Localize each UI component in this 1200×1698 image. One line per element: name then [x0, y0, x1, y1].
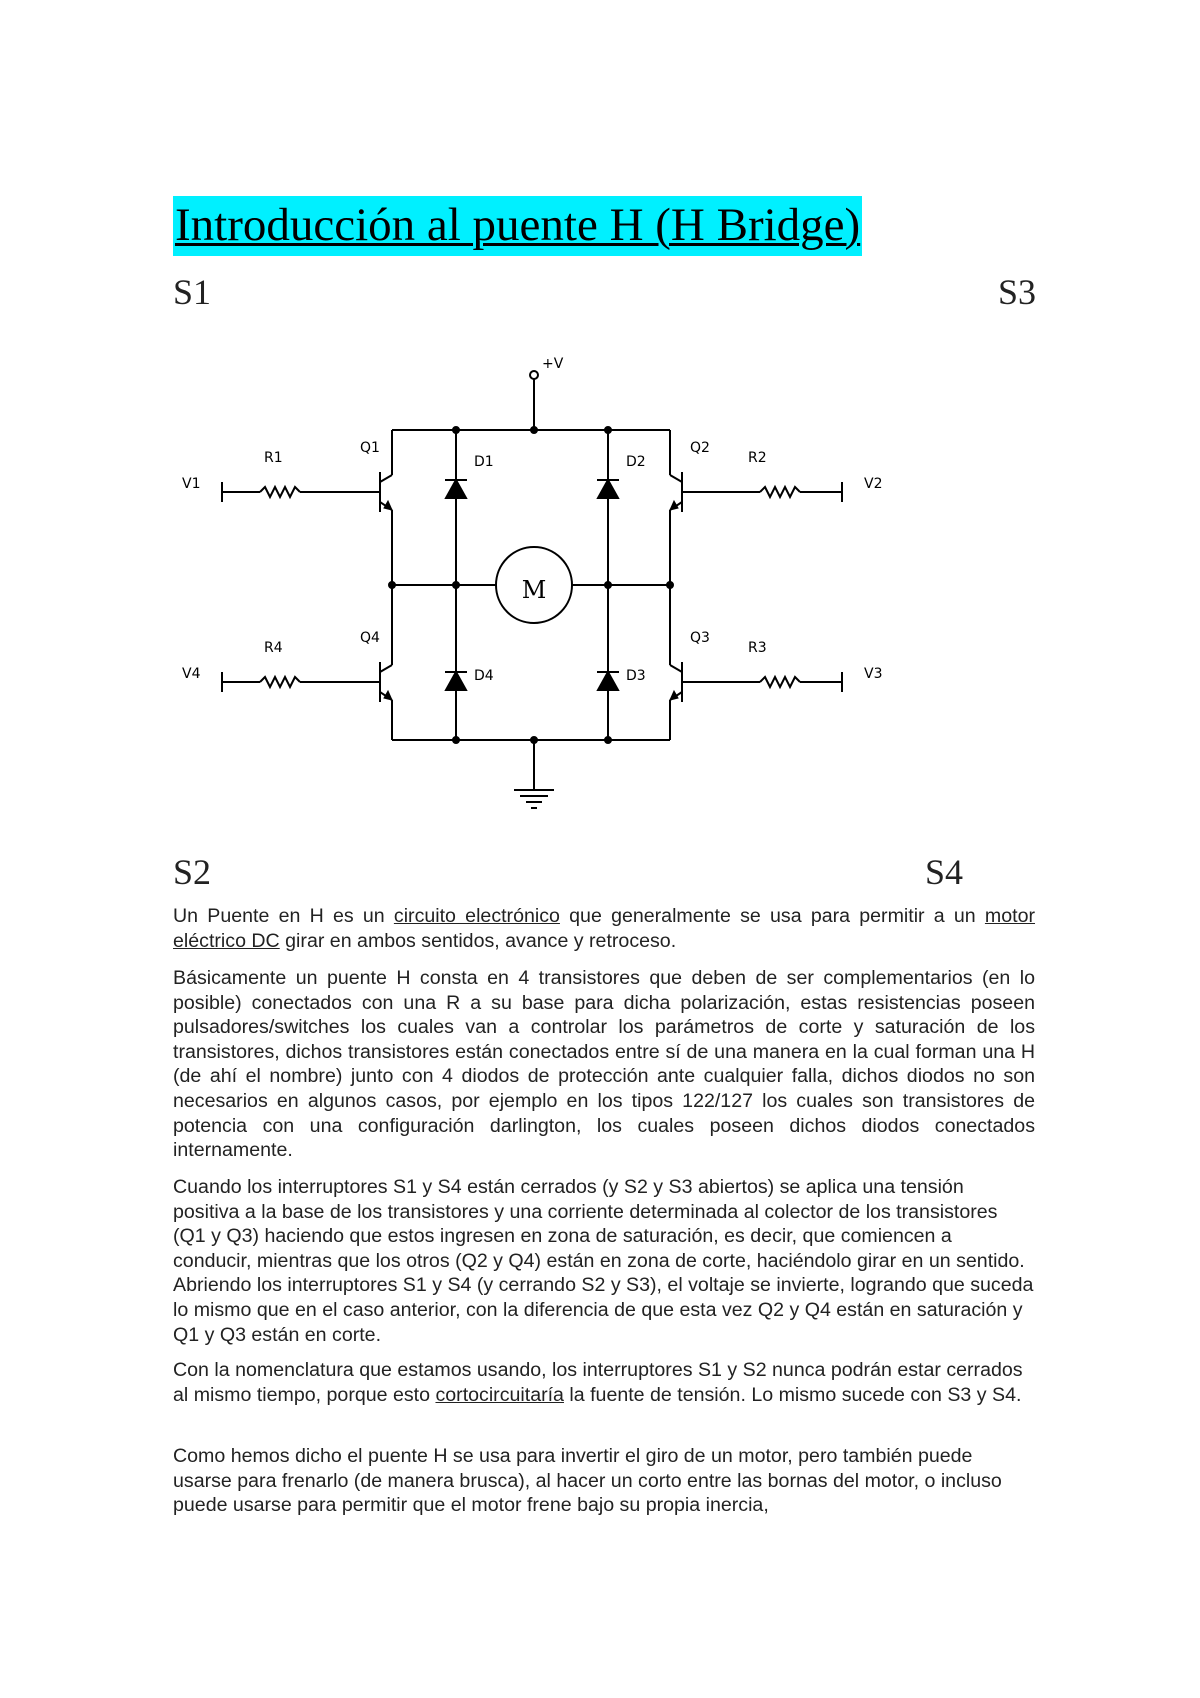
- label-d2: D2: [626, 454, 646, 470]
- paragraph-nomenclature: Con la nomenclatura que estamos usando, los interruptores S1 y S2 nunca podrán estar cerrados al mismo tiempo, porque esto cortocircuitaría la fuente de tensión. Lo mismo sucede con S3 y S4.: [173, 1359, 1023, 1406]
- diode-d1: [446, 480, 466, 498]
- diode-d2: [598, 480, 618, 498]
- paragraph-intro: Un Puente en H es un circuito electrónico que generalmente se usa para permitir a un motor eléctrico DC girar en ambos sentidos, avance y retroceso.: [173, 905, 1036, 952]
- supply-terminal: [530, 371, 538, 379]
- label-r3: R3: [748, 640, 767, 656]
- switch-label-s2: S2: [173, 852, 212, 892]
- paragraph-description: Básicamente un puente H consta en 4 transistores que deben de ser complementarios (en lo posible) conectados con una R a su base para dicha polarización, estas resistencias poseen pulsadores/switches los cuales van a controlar los parámetros de corte y saturación de los transistores, dichos transistores están conectados entre sí de una manera en la cual forman una H (de ahí el nombre) junto con 4 diodos de protección ante cualquier falla, dichos diodos no son necesarios en algunos casos, por ejemplo en los tipos 122/127 los cuales son transistores de potencia con una configuración darlington, los cuales poseen dichos diodos conectados internamente.: [173, 967, 1035, 1162]
- label-q1: Q1: [360, 440, 380, 456]
- link-circuito-electronico[interactable]: circuito electrónico: [393, 905, 560, 927]
- label-d3: D3: [626, 668, 646, 684]
- h-bridge-circuit-diagram: [170, 350, 900, 830]
- paragraph-operation: Cuando los interruptores S1 y S4 están cerrados (y S2 y S3 abiertos) se aplica una tensión positiva a la base de los transistores y una corriente determinada al colector de los transistores (Q1 y Q3) haciendo que estos ingresen en zona de saturación, es decir, que comiencen a conducir, mientras que los otros (Q2 y Q4) están en zona de corte, haciéndolo girar en un sentido. Abriendo los interruptores S1 y S4 (y cerrando S2 y S3), el voltaje se invierte, logrando que suceda lo mismo que en el caso anterior, con la diferencia de que esta vez Q2 y Q4 están en saturación y Q1 y Q3 están en corte.: [173, 1176, 1034, 1346]
- link-cortocircuitaria[interactable]: cortocircuitaría: [435, 1383, 564, 1406]
- diode-d3: [598, 672, 618, 690]
- label-v4: V4: [182, 666, 201, 682]
- link-motor-electrico-dc[interactable]: motor eléctrico DC: [173, 905, 1036, 952]
- label-r4: R4: [264, 640, 283, 656]
- motor-label: M: [521, 576, 547, 604]
- label-d1: D1: [474, 454, 494, 470]
- label-q2: Q2: [690, 440, 710, 456]
- switch-label-s3: S3: [998, 272, 1037, 312]
- label-r2: R2: [748, 450, 767, 466]
- label-d4: D4: [474, 668, 494, 684]
- label-v2: V2: [864, 476, 883, 492]
- switch-label-s4: S4: [925, 852, 964, 892]
- label-v1: V1: [182, 476, 201, 492]
- label-v3: V3: [864, 666, 883, 682]
- document-title: Introducción al puente H (H Bridge): [173, 196, 862, 256]
- switch-label-s1: S1: [173, 272, 212, 312]
- label-q3: Q3: [690, 630, 710, 646]
- paragraph-braking: Como hemos dicho el puente H se usa para invertir el giro de un motor, pero también puede usarse para frenarlo (de manera brusca), al hacer un corto entre las bornas del motor, o incluso puede usarse para permitir que el motor frene bajo su propia inercia,: [173, 1445, 1002, 1517]
- diode-d4: [446, 672, 466, 690]
- label-q4: Q4: [360, 630, 380, 646]
- supply-label: +V: [542, 356, 564, 372]
- label-r1: R1: [264, 450, 283, 466]
